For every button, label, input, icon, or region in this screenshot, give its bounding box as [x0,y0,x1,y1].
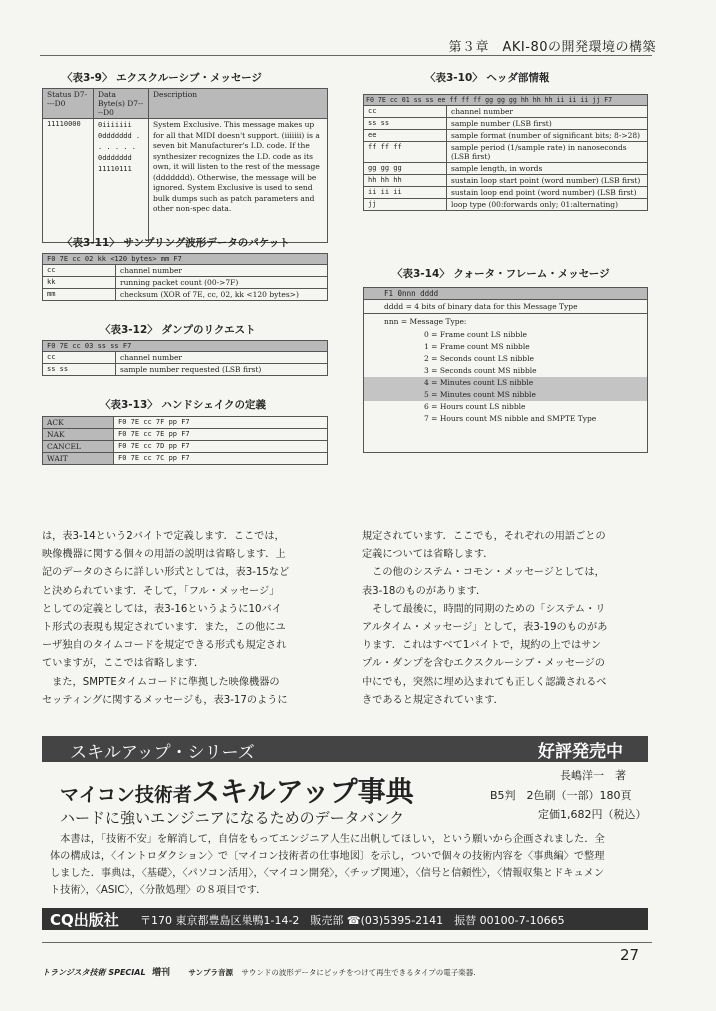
table-cell: hh hh hh [364,175,447,187]
table-header: F0 7E cc 03 ss ss F7 [43,341,328,352]
table-3-14 [363,287,648,453]
table-cell: 11110000 [43,119,94,243]
table-cell: sustain loop start point (word number) (LSB first) [447,175,648,187]
text-line: そして最後に，時間的同期のための「システム・リ [362,603,606,615]
list-item: 0 = Frame count LS nibble [424,330,527,339]
table-cell: F0 7E cc 7E pp F7 [114,429,328,441]
text-line: 規定されています．ここでも，それぞれの用語ごとの [362,531,606,542]
table-3-11 [42,253,328,301]
table-cell: sample number requested (LSB first) [116,364,328,376]
table-cell: F0 7E cc 7D pp F7 [114,441,328,453]
text-line: 表3-18のものがあります． [362,585,487,597]
header-rule [40,55,652,56]
list-item: 5 = Minutes count MS nibble [364,389,647,401]
table-cell: sample format (number of significant bits; 8->28) [447,130,648,142]
table-cell: sustain loop end point (word number) (LSB first) [447,187,648,199]
left-column-text [42,528,334,710]
table-cell: sample length, in words [447,163,648,175]
list-item: 2 = Seconds count LS nibble [424,354,534,363]
table-cell: F0 7E cc 7C pp F7 [114,453,328,465]
text-line: ります．これはすべて1バイトで，規約の上ではサン [362,640,602,652]
text-line: 中にでも，突然に埋め込まれても正しく認識されるべ [362,676,607,688]
text-line: としての定義としては，表3-16というように10バイ [42,603,282,615]
magazine-name: トランジスタ技術 SPECIAL [42,968,146,977]
table-row: nnn = Message Type: [384,317,467,326]
table-cell: System Exclusive. This message makes up for all that MIDI doesn't support. (iiiiiii) is a seven bit Manufacturer's I.D. code. If the synthesizer recognizes the I.D. code as its own, it will listen to the rest of the message (ddddddd). Otherwise, the message will be ignored. System Exclusive is used to send bulk dumps such as patch parameters and other non-spec data. [149,119,328,243]
table-3-13-caption: 〈表3-13〉 ハンドシェイクの定義 [100,399,267,411]
table-3-11-caption: 〈表3-11〉 サンプリング波形データのパケット [62,237,290,249]
table-cell: channel number [447,106,648,118]
table-header: F1 0nnn dddd [364,288,647,300]
table-cell: cc [43,352,116,364]
table-cell: cc [43,265,116,277]
table-header: Description [149,89,328,119]
page-number: 27 [620,946,640,964]
table-3-13 [42,416,328,465]
text-line: 本書は，「技術不安」を解消して，自信をもってエンジニア人生に出帆してほしい，という願いから企画されました．全 [50,834,605,845]
table-cell: CANCEL [43,441,114,453]
table-cell: running packet count (00->7F) [116,277,328,289]
table-cell: 0iiiiiii 0ddddddd . . . . . . 0ddddddd 11110111 [94,119,149,243]
footer-note-label: サンプラ音源 [188,968,233,977]
text-line: この他のシステム・コモン・メッセージとしては， [362,567,605,579]
chapter-header: 第３章 AKI-80の開発環境の構築 [448,40,656,55]
text-line: 体の構成は，〈イントロダクション〉で〔マイコン技術者の仕事地図〕を示し，ついで個々の技術内容を〈事典編〉で整理 [50,851,605,862]
table-header: Status D7----D0 [43,89,94,119]
table-3-10-caption: 〈表3-10〉 ヘッダ部情報 [425,72,550,84]
table-cell: gg gg gg [364,163,447,175]
text-line: プル・ダンプを含むエクスクルーシブ・メッセージの [362,658,605,670]
table-header: F0 7E cc 01 ss ss ee ff ff ff gg gg gg hh hh hh ii ii ii jj F7 [364,95,648,106]
table-cell: ACK [43,417,114,429]
text-line: 記のデータのさらに詳しい形式としては，表3-15など [42,567,290,579]
text-line: きであると規定されています． [362,694,504,706]
text-line: また，SMPTEタイムコードに準拠した映像機器の [42,676,280,688]
table-cell: ss ss [43,364,116,376]
table-row: dddd = 4 bits of binary data for this Message Type [364,300,647,314]
table-cell: F0 7E cc 7F pp F7 [114,417,328,429]
ad-author: 長嶋洋一 著 [560,769,626,782]
table-3-12-caption: 〈表3-12〉 ダンプのリクエスト [100,324,256,336]
ad-title-small: マイコン技術者 [60,784,192,806]
ad-price: 定価1,682円（税込） [538,808,647,821]
list-item: 6 = Hours count LS nibble [424,402,526,411]
table-cell: channel number [116,265,328,277]
table-cell: sample period (1/sample rate) in nanoseconds (LSB first) [447,142,648,163]
right-column-text [362,528,654,710]
table-cell: WAIT [43,453,114,465]
table-cell: channel number [116,352,328,364]
ad-title [60,770,414,810]
table-cell: ff ff ff [364,142,447,163]
table-cell: checksum (XOR of 7E, cc, 02, kk <120 bytes>) [116,289,328,301]
text-line: 定義については省略します． [362,549,494,561]
table-cell: jj [364,199,447,211]
text-line: アルタイム・メッセージ」として，表3-19のものがあ [362,622,608,634]
footer-line [42,965,476,978]
text-line: ていますが，ここでは省略します． [42,658,205,670]
ad-title-big: スキルアップ事典 [191,775,414,808]
list-item: 3 = Seconds count MS nibble [424,366,537,375]
text-line: セッティングに関するメッセージも，表3-17のように [42,694,288,706]
table-3-14-caption: 〈表3-14〉 クォータ・フレーム・メッセージ [392,268,610,280]
text-line: しました．事典は，〈基礎〉，〈パソコン活用〉，〈マイコン開発〉，〈チップ関連〉，〈信号と信頼性〉，〈情報収集とドキュメン [50,868,605,879]
text-line: は，表3-14という2バイトで定義します．ここでは， [42,531,285,542]
table-cell: kk [43,277,116,289]
ad-description [50,831,650,899]
list-item: 1 = Frame count MS nibble [424,342,530,351]
text-line: ーザ独自のタイムコードを規定できる形式も規定され [42,640,287,652]
table-3-12 [42,340,328,376]
ad-sale: 好評発売中 [538,742,623,762]
table-3-9 [42,88,328,243]
publisher-name: CQ出版社 [50,911,119,929]
table-3-10 [363,94,648,211]
table-cell: sample number (LSB first) [447,118,648,130]
ad-spec: B5判 2色刷（一部）180頁 [490,789,632,802]
table-cell: cc [364,106,447,118]
table-cell: loop type (00:forwards only; 01:alternating) [447,199,648,211]
list-item: 7 = Hours count MS nibble and SMPTE Type [424,414,597,423]
footer-note: サウンドの波形データにピッチをつけて再生できるタイプの電子楽器. [241,968,476,977]
message-type-list [364,329,647,425]
ad-subtitle: ハードに強いエンジニアになるためのデータバンク [60,809,405,827]
footer-rule [42,942,652,943]
table-cell: NAK [43,429,114,441]
table-cell: ss ss [364,118,447,130]
text-line: 映像機器に関する個々の用語の説明は省略します．上 [42,549,286,561]
magazine-extra: 増刊 [151,968,170,978]
table-cell: mm [43,289,116,301]
publisher-address: 〒170 東京都豊島区巣鴨1-14-2 販売部 ☎(03)5395-2141 振替 00100-7-10665 [140,914,565,927]
table-cell: ii ii ii [364,187,447,199]
table-header: Data Byte(s) D7----D0 [94,89,149,119]
table-3-9-caption: 〈表3-9〉 エクスクルーシブ・メッセージ [62,72,262,84]
table-header: F0 7E cc 02 kk <120 bytes> mm F7 [43,254,328,265]
text-line: と決められています．そして，「フル・メッセージ」 [42,585,280,597]
ad-series: スキルアップ・シリーズ [70,743,255,763]
table-cell: ee [364,130,447,142]
text-line: ト形式の表現も規定されています．また，この他にユ [42,622,286,634]
list-item: 4 = Minutes count LS nibble [364,377,647,389]
text-line: ト技術〉，〈ASIC〉，〈分散処理〉の８項目です． [50,885,267,896]
